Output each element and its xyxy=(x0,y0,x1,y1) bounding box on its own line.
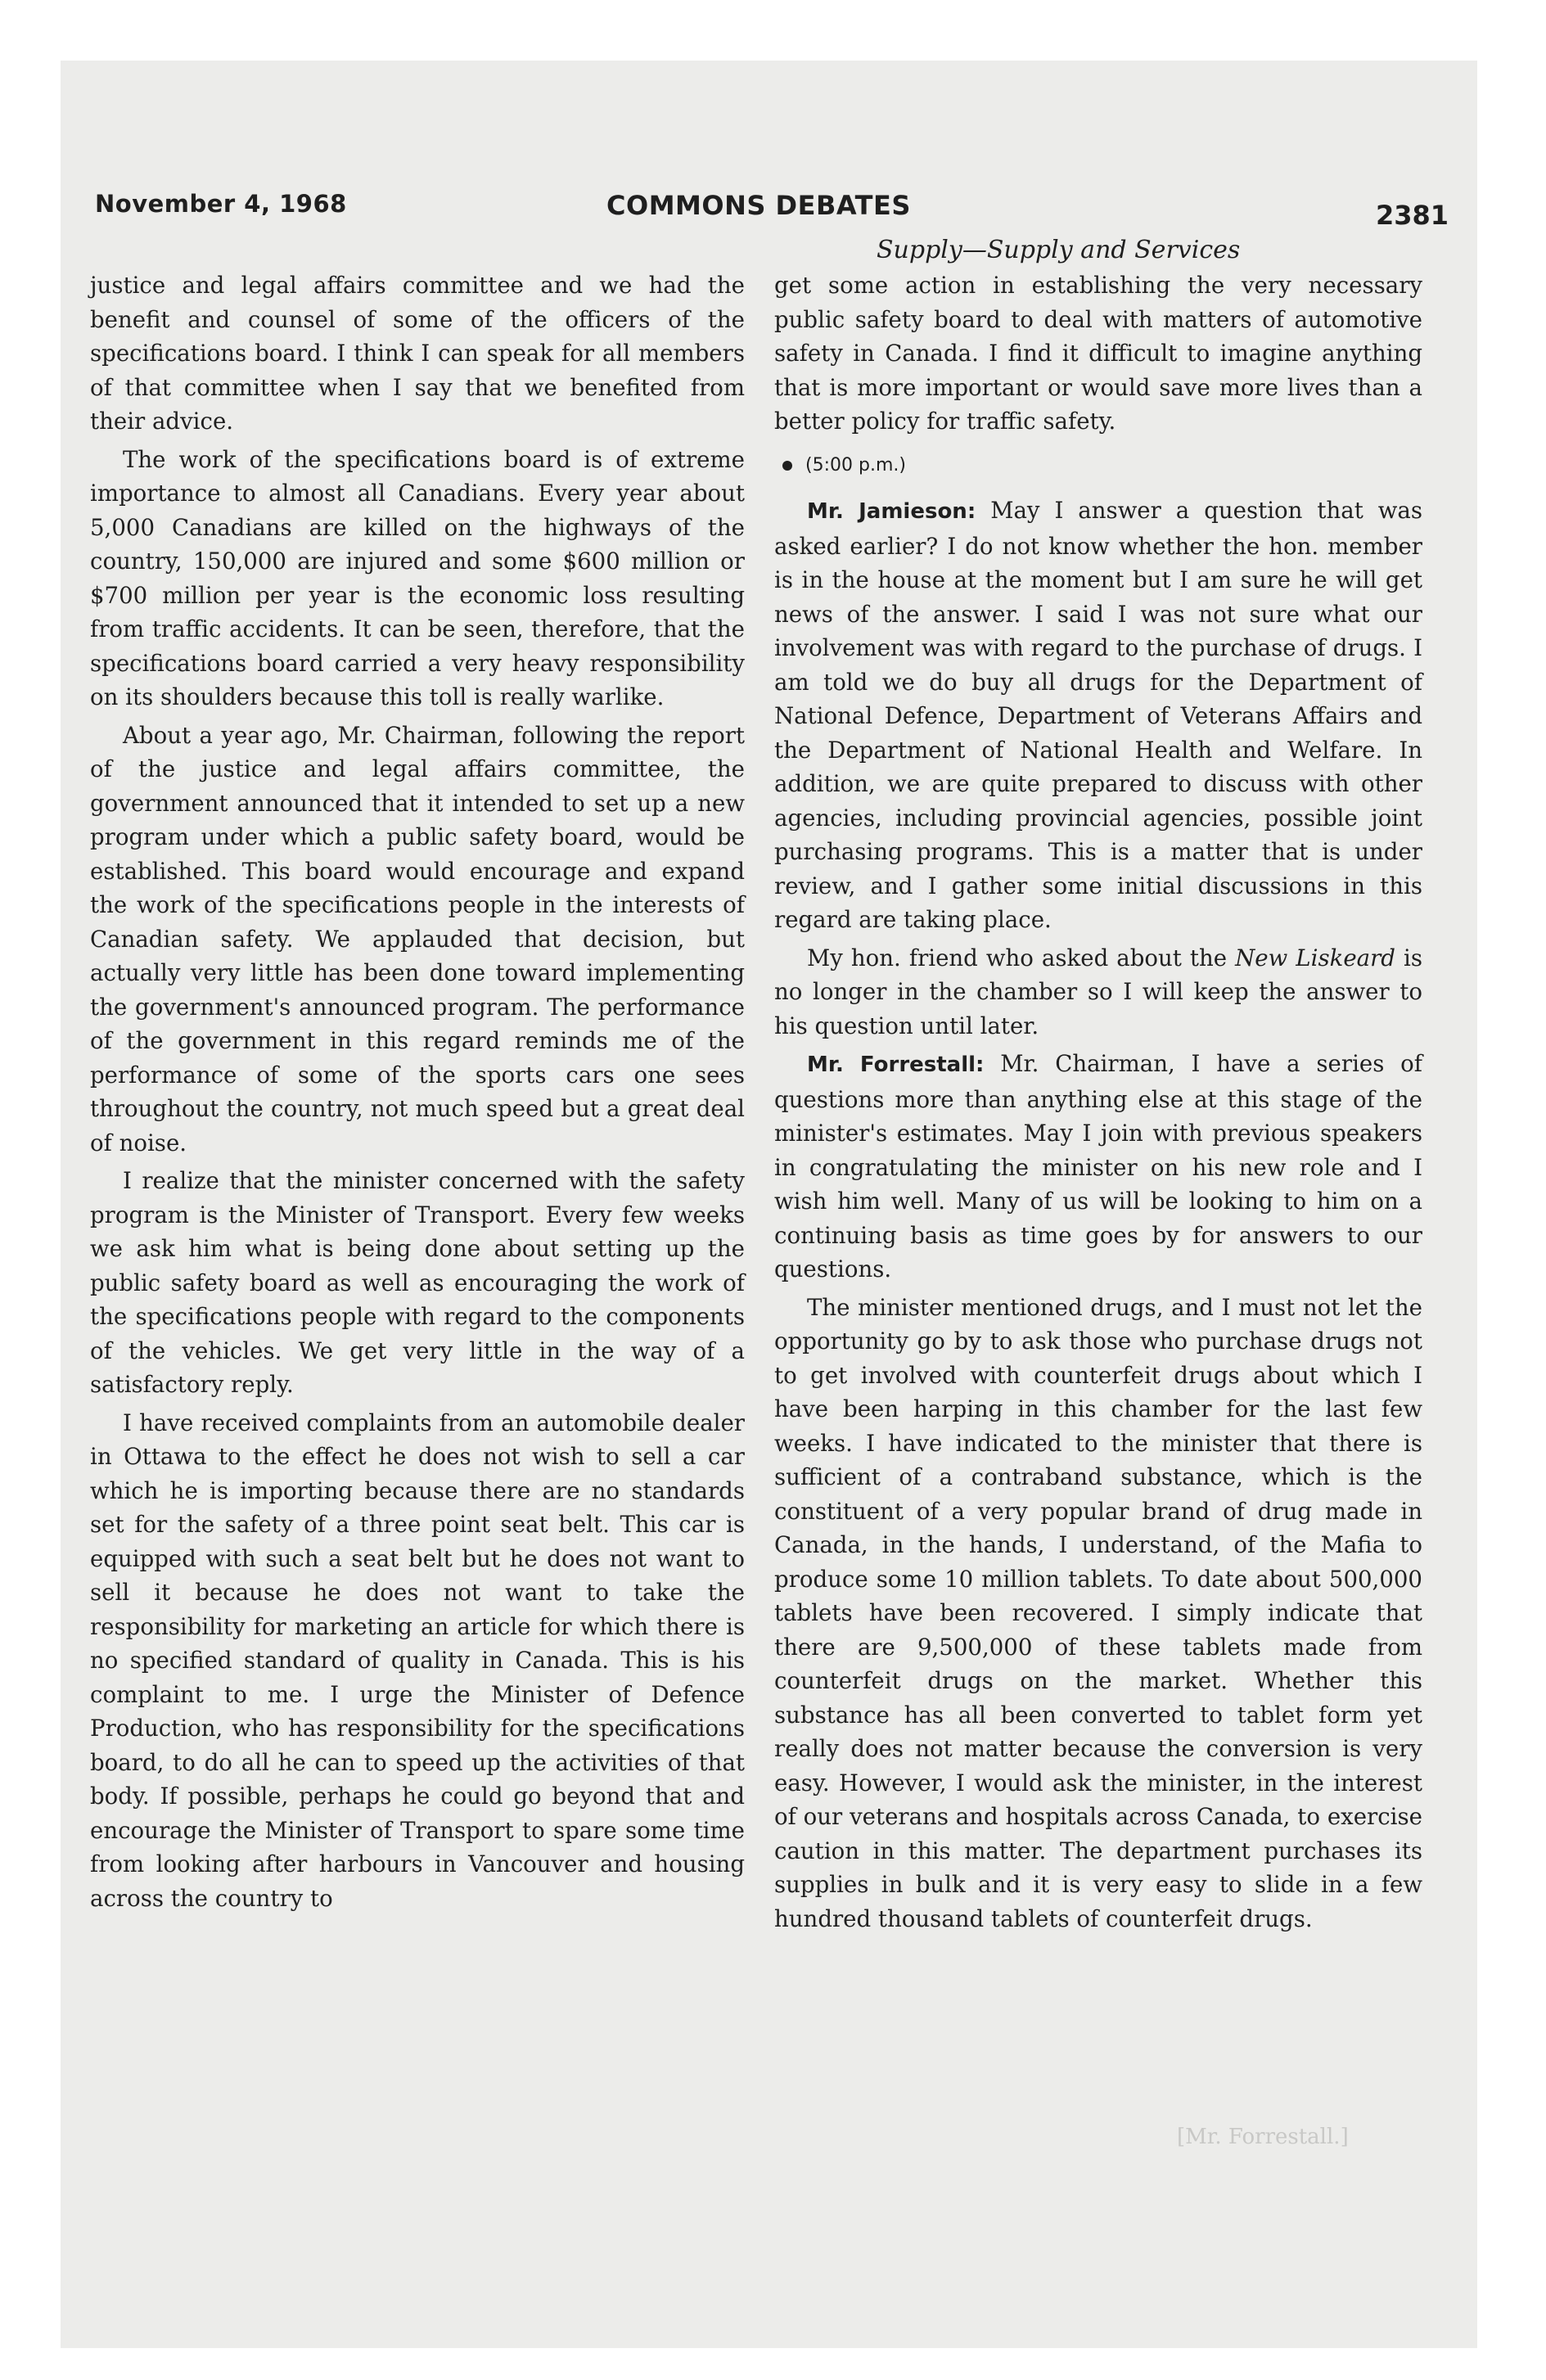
paragraph: justice and legal affairs committee and we had the benefit and counsel of some of the officers of the specifications board. I think I can speak for all members of that committee when I say that we benefited from their advice. xyxy=(90,272,745,435)
speech-text: is no longer in the chamber so I will keep the answer to his question until later. xyxy=(774,944,1422,1039)
speaker-name: Mr. Jamieson: xyxy=(807,499,976,524)
paragraph: The work of the specifications board is of extreme importance to almost all Canadians. Every year about 5,000 Canadians are killed on the highways of the country, 150,000 are injured and some $600 million or $700 million per year is the economic loss resulting from traffic accidents. It can be seen, therefore, that the specifications board carried a very heavy responsibility on its shoulders because this toll is really warlike. xyxy=(90,445,745,710)
paragraph xyxy=(774,494,1422,937)
header-journal-title: COMMONS DEBATES xyxy=(606,190,911,221)
paragraph: I have received complaints from an automobile dealer in Ottawa to the effect he does not wish to sell a car which he is importing because there are no standards set for the safety of a three point seat belt. This car is equipped with such a seat belt but he does not want to sell it because he does not want to take the responsibility for marketing an article for which there is no specified standard of quality in Canada. This is his complaint to me. I urge the Minister of Defence Production, who has responsibility for the specifications board, to do all he can to speed up the activities of that body. If possible, perhaps he could go beyond that and encourage the Minister of Transport to spare some time from looking after harbours in Vancouver and housing across the country to xyxy=(90,1409,745,1912)
page-number: 2381 xyxy=(1375,200,1449,231)
right-column xyxy=(774,268,1422,1936)
italic-place-name: New Liskeard xyxy=(1235,944,1395,971)
speech-text: Mr. Chairman, I have a series of questions more than anything else at this stage of the minister's estimates. May I join with previous speakers in congratulating the minister on his new role and I wish him well. Many of us will be looking to him on a continuing basis as time goes by for answers to our questions. xyxy=(774,1050,1422,1282)
paragraph: About a year ago, Mr. Chairman, following the report of the justice and legal affairs committee, the government announced that it intended to set up a new program under which a public safety board, would be established. This board would encourage and expand the work of the specifications people in the interests of Canadian safety. We applauded that decision, but actually very little has been done toward implementing the government's announced program. The performance of the government in this regard reminds me of the performance of some of the sports cars one sees throughout the country, not much speed but a great deal of noise. xyxy=(90,721,745,1156)
section-subheader: Supply—Supply and Services xyxy=(877,236,1241,264)
paragraph xyxy=(774,941,1422,1044)
time-marker-text: (5:00 p.m.) xyxy=(805,454,906,476)
page-header xyxy=(95,190,1449,231)
paragraph: get some action in establishing the very necessary public safety board to deal with matters of automotive safety in Canada. I find it difficult to imagine anything that is more important or would save more lives than a better policy for traffic safety. xyxy=(774,272,1422,435)
speaker-name: Mr. Forrestall: xyxy=(807,1053,985,1077)
speaker-footer-reference: [Mr. Forrestall.] xyxy=(1177,2125,1349,2149)
paragraph: I realize that the minister concerned with the safety program is the Minister of Transport. Every few weeks we ask him what is being done about setting up the public safety board as well as encouraging the work of the specifications people with regard to the components of the vehicles. We get very little in the way of a satisfactory reply. xyxy=(90,1167,745,1398)
left-column xyxy=(90,268,745,1915)
paragraph xyxy=(774,1047,1422,1287)
header-date: November 4, 1968 xyxy=(95,190,347,218)
time-marker xyxy=(774,449,1422,483)
speech-text: My hon. friend who asked about the xyxy=(807,944,1236,971)
paragraph: The minister mentioned drugs, and I must not let the opportunity go by to ask those who purchase drugs not to get involved with counterfeit drugs about which I have been harping in this chamber for the last few weeks. I have indicated to the minister that there is sufficient of a contraband substance, which is the constituent of a very popular brand of drug made in Canada, in the hands, I understand, of the Mafia to produce some 10 million tablets. To date about 500,000 tablets have been recovered. I simply indicate that there are 9,500,000 of these tablets made from counterfeit drugs on the market. Whether this substance has all been converted to tablet form yet really does not matter because the conversion is very easy. However, I would ask the minister, in the interest of our veterans and hospitals across Canada, to exercise caution in this matter. The department purchases its supplies in bulk and it is very easy to slide in a few hundred thousand tablets of counterfeit drugs. xyxy=(774,1293,1422,1932)
bullet-icon xyxy=(782,461,792,471)
speech-text: May I answer a question that was asked earlier? I do not know whether the hon. member is in the house at the moment but I am sure he will get news of the answer. I said I was not sure what our involvement was with regard to the purchase of drugs. I am told we do buy all drugs for the Department of National Defence, Department of Veterans Affairs and the Department of National Health and Welfare. In addition, we are quite prepared to discuss with other agencies, including provincial agencies, possible joint purchasing programs. This is a matter that is under review, and I gather some initial discussions in this regard are taking place. xyxy=(774,497,1422,933)
